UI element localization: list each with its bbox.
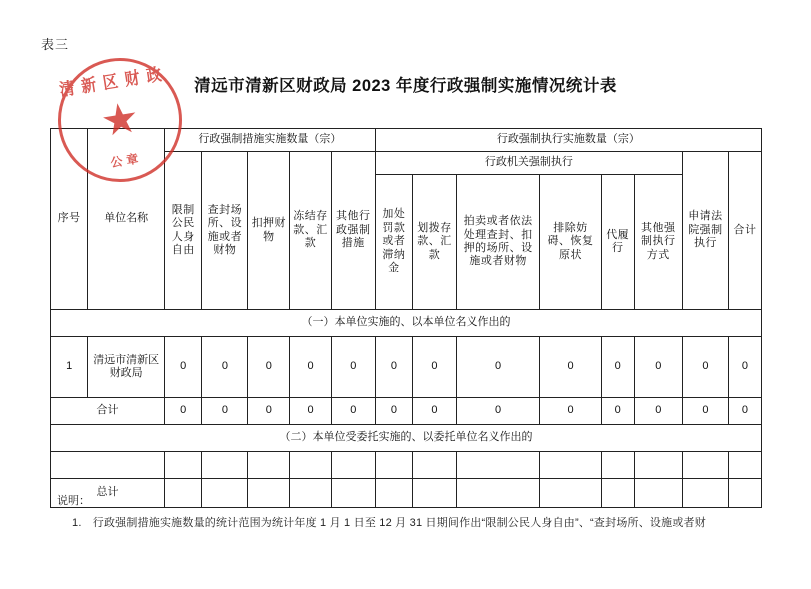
page-title: 清远市清新区财政局 2023 年度行政强制实施情况统计表 xyxy=(194,77,617,95)
section-two-blank-label xyxy=(51,452,165,479)
row-unit-name: 清远市清新区财政局 xyxy=(88,337,165,398)
section-two-blank-5 xyxy=(331,452,375,479)
grand-total-label: 总计 xyxy=(51,479,165,508)
cell-freeze-deposits: 0 xyxy=(290,337,332,398)
cell-court-enforcement: 0 xyxy=(682,337,728,398)
subtotal-other-enforcement: 0 xyxy=(634,398,682,425)
table-row xyxy=(51,337,762,398)
subtotal-other-measures: 0 xyxy=(331,398,375,425)
column-header-seal-premises: 查封场所、设施或者财物 xyxy=(202,152,248,310)
subtotal-freeze-deposits: 0 xyxy=(290,398,332,425)
column-header-total: 合计 xyxy=(728,152,761,310)
column-header-auction-disposal: 拍卖或者依法处理查封、扣押的场所、设施或者财物 xyxy=(456,175,539,310)
section-two-blank-8 xyxy=(456,452,539,479)
section-two-blank-4 xyxy=(290,452,332,479)
section-two-blank-11 xyxy=(634,452,682,479)
row-index: 1 xyxy=(51,337,88,398)
section-row-one xyxy=(51,310,762,337)
seal-top-text: 清新区财政 xyxy=(58,64,170,101)
cell-total: 0 xyxy=(728,337,761,398)
column-header-detain-property: 扣押财物 xyxy=(248,152,290,310)
cell-transfer-deposits: 0 xyxy=(413,337,457,398)
section-two-blank-10 xyxy=(601,452,634,479)
section-label-two: （二）本单位受委托实施的、以委托单位名义作出的 xyxy=(51,425,762,452)
subtotal-label: 合计 xyxy=(51,398,165,425)
subtotal-substitute-performance: 0 xyxy=(601,398,634,425)
section-two-blank-12 xyxy=(682,452,728,479)
section-two-blank-3 xyxy=(248,452,290,479)
statistics-table xyxy=(50,128,762,508)
form-label: 表三 xyxy=(41,37,70,52)
subtotal-surcharge: 0 xyxy=(375,398,412,425)
column-header-substitute-performance: 代履行 xyxy=(601,175,634,310)
column-header-unit-name: 单位名称 xyxy=(88,129,165,310)
subgroup-header-agency-enforcement: 行政机关强制执行 xyxy=(375,152,682,175)
notes-title: 说明： xyxy=(57,495,90,507)
subtotal-personal-freedom: 0 xyxy=(165,398,202,425)
subtotal-total: 0 xyxy=(728,398,761,425)
section-row-two xyxy=(51,425,762,452)
cell-remove-obstruction: 0 xyxy=(540,337,601,398)
column-header-freeze-deposits: 冻结存款、汇款 xyxy=(290,152,332,310)
column-header-personal-freedom: 限制公民人身自由 xyxy=(165,152,202,310)
section-two-blank-2 xyxy=(202,452,248,479)
subtotal-detain-property: 0 xyxy=(248,398,290,425)
column-header-transfer-deposits: 划拨存款、汇款 xyxy=(413,175,457,310)
cell-other-measures: 0 xyxy=(331,337,375,398)
subtotal-row xyxy=(51,398,762,425)
column-header-index: 序号 xyxy=(51,129,88,310)
section-label-one: （一）本单位实施的、以本单位名义作出的 xyxy=(51,310,762,337)
section-two-blank-13 xyxy=(728,452,761,479)
cell-detain-property: 0 xyxy=(248,337,290,398)
column-header-court-enforcement: 申请法院强制执行 xyxy=(682,152,728,310)
group-header-enforcement: 行政强制执行实施数量（宗） xyxy=(375,129,761,152)
section-two-blank-7 xyxy=(413,452,457,479)
cell-other-enforcement: 0 xyxy=(634,337,682,398)
column-header-surcharge: 加处罚款或者滞纳金 xyxy=(375,175,412,310)
section-two-blank-1 xyxy=(165,452,202,479)
table-group-header-row xyxy=(51,129,762,152)
section-two-blank-row xyxy=(51,452,762,479)
note-item: 1. 行政强制措施实施数量的统计范围为统计年度 1 月 1 日至 12 月 31 日期间作出“限制公民人身自由”、“查封场所、设施或者财 xyxy=(72,516,706,529)
seal-bottom-text: 公章 xyxy=(109,151,144,170)
cell-substitute-performance: 0 xyxy=(601,337,634,398)
cell-surcharge: 0 xyxy=(375,337,412,398)
column-header-remove-obstruction: 排除妨碍、恢复原状 xyxy=(540,175,601,310)
subtotal-remove-obstruction: 0 xyxy=(540,398,601,425)
cell-auction-disposal: 0 xyxy=(456,337,539,398)
subtotal-transfer-deposits: 0 xyxy=(413,398,457,425)
notes-section xyxy=(50,492,790,532)
column-header-other-enforcement: 其他强制执行方式 xyxy=(634,175,682,310)
cell-seal-premises: 0 xyxy=(202,337,248,398)
subtotal-seal-premises: 0 xyxy=(202,398,248,425)
group-header-measures: 行政强制措施实施数量（宗） xyxy=(165,129,376,152)
section-two-blank-9 xyxy=(540,452,601,479)
section-two-blank-6 xyxy=(375,452,412,479)
subtotal-auction-disposal: 0 xyxy=(456,398,539,425)
column-header-other-measures: 其他行政强制措施 xyxy=(331,152,375,310)
cell-personal-freedom: 0 xyxy=(165,337,202,398)
subtotal-court-enforcement: 0 xyxy=(682,398,728,425)
